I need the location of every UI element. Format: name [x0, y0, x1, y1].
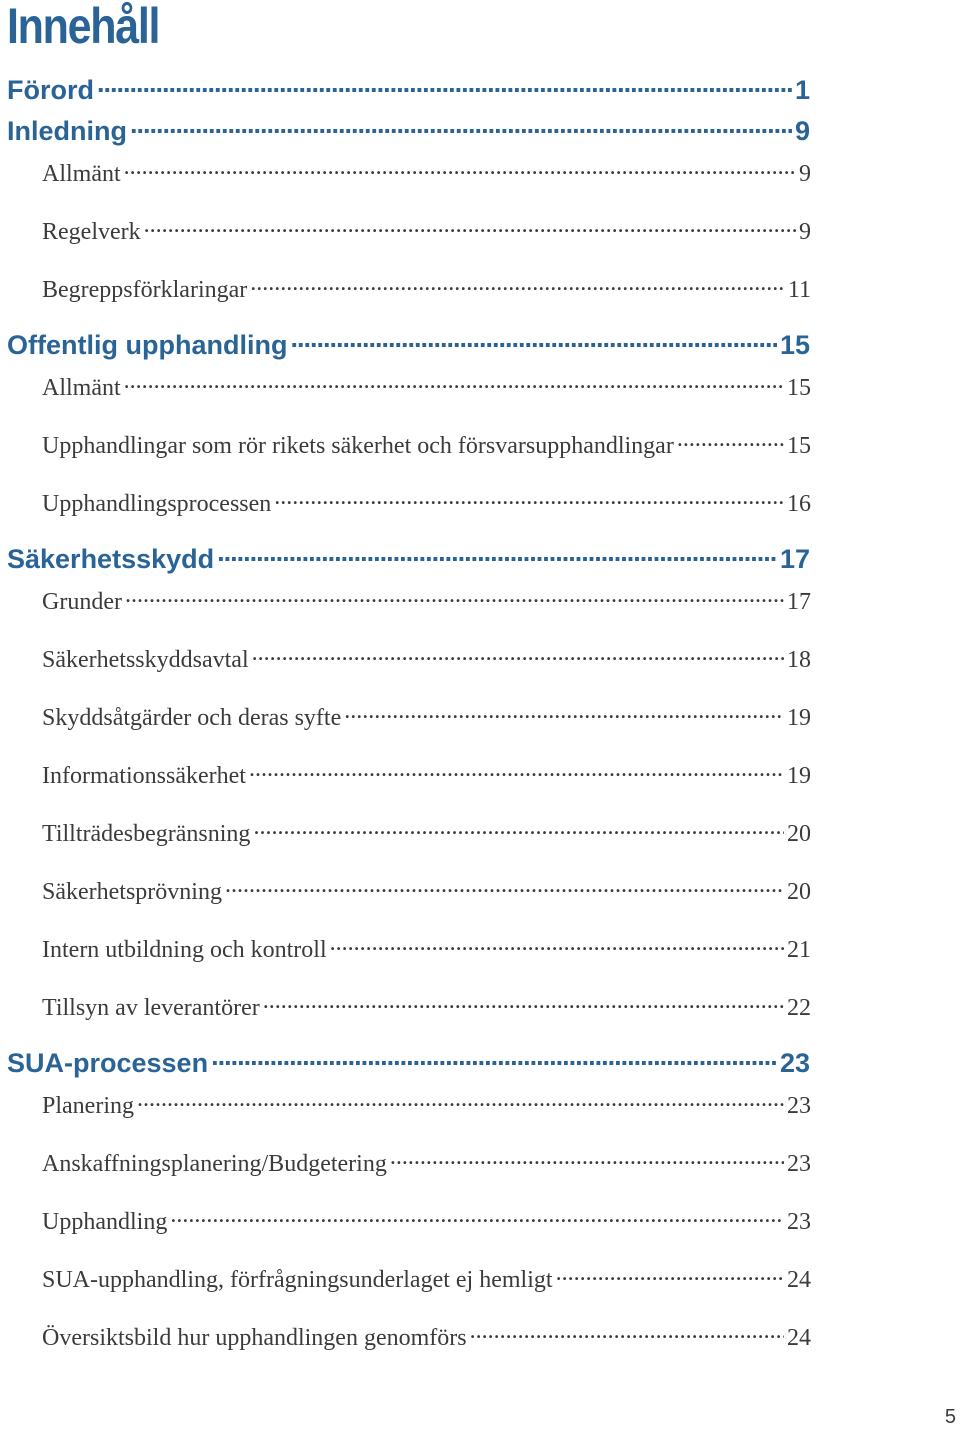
- toc-entry-label: Regelverk: [42, 219, 141, 245]
- toc-entry-allmant[interactable]: [42, 371, 811, 402]
- toc-entry-page: 15: [787, 375, 811, 401]
- toc-entry-label: Allmänt: [42, 375, 121, 401]
- toc-dot-leader: [137, 1089, 784, 1113]
- toc-entry-sakerhetsprovning[interactable]: [42, 875, 811, 906]
- toc-entry-page: 9: [799, 219, 811, 245]
- toc-dot-leader: [390, 1147, 784, 1171]
- toc-entry-label: Skyddsåtgärder och deras syfte: [42, 705, 342, 731]
- toc-entry-upphandlingsprocessen[interactable]: [42, 487, 811, 518]
- toc-entry-page: 20: [787, 879, 811, 905]
- toc-entry-begreppsforklaringar[interactable]: [42, 273, 811, 304]
- toc-entry-tilltradesbegransning[interactable]: [42, 817, 811, 848]
- toc-entry-label: Grunder: [42, 589, 122, 615]
- toc-entry-allmant[interactable]: [42, 157, 811, 188]
- toc-entry-page: 9: [794, 116, 810, 146]
- toc-entry-page: 15: [787, 433, 811, 459]
- toc-entry-sua-processen[interactable]: [7, 1045, 810, 1079]
- toc-entry-page: 15: [779, 330, 810, 360]
- toc-entry-skyddsatgarder[interactable]: [42, 701, 811, 732]
- toc-dot-leader: [124, 371, 784, 395]
- toc-dot-leader: [249, 759, 784, 783]
- toc-entry-offentlig-upphandling[interactable]: [7, 327, 810, 361]
- toc-entry-page: 21: [787, 937, 811, 963]
- toc-dot-leader: [556, 1263, 784, 1287]
- toc-dot-leader: [225, 875, 784, 899]
- toc-dot-leader: [97, 72, 792, 99]
- toc-dot-leader: [344, 701, 784, 725]
- toc-dot-leader: [677, 429, 784, 453]
- toc-entry-label: Säkerhetsskyddsavtal: [42, 647, 249, 673]
- toc-entry-label: Informationssäkerhet: [42, 763, 246, 789]
- toc-entry-intern-utbildning[interactable]: [42, 933, 811, 964]
- toc-entry-page: 24: [787, 1325, 811, 1351]
- toc-dot-leader: [330, 933, 784, 957]
- toc-dot-leader: [124, 157, 796, 181]
- toc-entry-page: 19: [787, 763, 811, 789]
- toc-dot-leader: [170, 1205, 784, 1229]
- toc-dot-leader: [274, 487, 784, 511]
- toc-dot-leader: [290, 327, 777, 354]
- toc-entry-label: Säkerhetsprövning: [42, 879, 222, 905]
- toc-entry-page: 22: [787, 995, 811, 1021]
- toc-entry-page: 9: [799, 161, 811, 187]
- toc-entry-label: Inledning: [7, 116, 127, 146]
- toc-dot-leader: [130, 113, 792, 140]
- toc-entry-sakerhetsskyddsavtal[interactable]: [42, 643, 811, 674]
- toc-entry-label: Förord: [7, 75, 94, 105]
- toc-entry-page: 17: [787, 589, 811, 615]
- toc-dot-leader: [217, 541, 777, 568]
- toc-entry-label: Översiktsbild hur upphandlingen genomförs: [42, 1325, 467, 1351]
- toc-dot-leader: [470, 1321, 784, 1345]
- toc-entry-label: SUA-processen: [7, 1048, 209, 1078]
- toc-entry-upphandlingar-rikets-sakerhet[interactable]: [42, 429, 811, 460]
- toc-entry-page: 18: [787, 647, 811, 673]
- toc-entry-sakerhetsskydd[interactable]: [7, 541, 810, 575]
- toc-entry-planering[interactable]: [42, 1089, 811, 1120]
- toc-entry-label: Tillträdesbegränsning: [42, 821, 251, 847]
- toc-entry-sua-upphandling[interactable]: [42, 1263, 811, 1294]
- toc-entry-page: 19: [787, 705, 811, 731]
- toc-dot-leader: [125, 585, 784, 609]
- toc-entry-page: 23: [787, 1093, 811, 1119]
- toc-entry-oversiktsbild[interactable]: [42, 1321, 811, 1352]
- toc-entry-label: Begreppsförklaringar: [42, 277, 248, 303]
- toc-entry-label: Intern utbildning och kontroll: [42, 937, 327, 963]
- toc-entry-label: Säkerhetsskydd: [7, 544, 215, 574]
- toc-entry-upphandling[interactable]: [42, 1205, 811, 1236]
- toc-entry-label: Upphandlingsprocessen: [42, 491, 272, 517]
- toc-entry-page: 23: [787, 1151, 811, 1177]
- toc-entry-page: 24: [787, 1267, 811, 1293]
- toc-entry-regelverk[interactable]: [42, 215, 811, 246]
- toc-entry-page: 1: [794, 75, 810, 105]
- toc-dot-leader: [250, 273, 785, 297]
- toc-entry-label: Upphandlingar som rör rikets säkerhet och försvarsupphandlingar: [42, 433, 674, 459]
- toc-dot-leader: [144, 215, 796, 239]
- toc-entry-page: 23: [787, 1209, 811, 1235]
- toc-entry-page: 11: [787, 277, 811, 303]
- toc-dot-leader: [263, 991, 784, 1015]
- toc-entry-page: 20: [787, 821, 811, 847]
- toc-entry-label: Allmänt: [42, 161, 121, 187]
- toc-dot-leader: [253, 817, 784, 841]
- page-number: 5: [944, 1406, 956, 1428]
- toc-entry-inledning[interactable]: [7, 113, 810, 147]
- toc-entry-label: Upphandling: [42, 1209, 168, 1235]
- toc-entry-anskaffningsplanering[interactable]: [42, 1147, 811, 1178]
- toc-entry-label: SUA-upphandling, förfrågningsunderlaget ej hemligt: [42, 1267, 553, 1293]
- toc-entry-page: 23: [779, 1048, 810, 1078]
- toc-entry-label: Anskaffningsplanering/Budgetering: [42, 1151, 387, 1177]
- toc-entry-informationssakerhet[interactable]: [42, 759, 811, 790]
- toc-entry-page: 16: [787, 491, 811, 517]
- toc-entry-forord[interactable]: [7, 72, 810, 106]
- toc-dot-leader: [252, 643, 784, 667]
- toc-entry-page: 17: [779, 544, 810, 574]
- page-title: Innehåll: [7, 0, 160, 54]
- toc-entry-label: Planering: [42, 1093, 134, 1119]
- toc-entry-grunder[interactable]: [42, 585, 811, 616]
- toc-dot-leader: [211, 1045, 777, 1072]
- toc-entry-label: Offentlig upphandling: [7, 330, 288, 360]
- toc-entry-tillsyn-leverantorer[interactable]: [42, 991, 811, 1022]
- toc-entry-label: Tillsyn av leverantörer: [42, 995, 260, 1021]
